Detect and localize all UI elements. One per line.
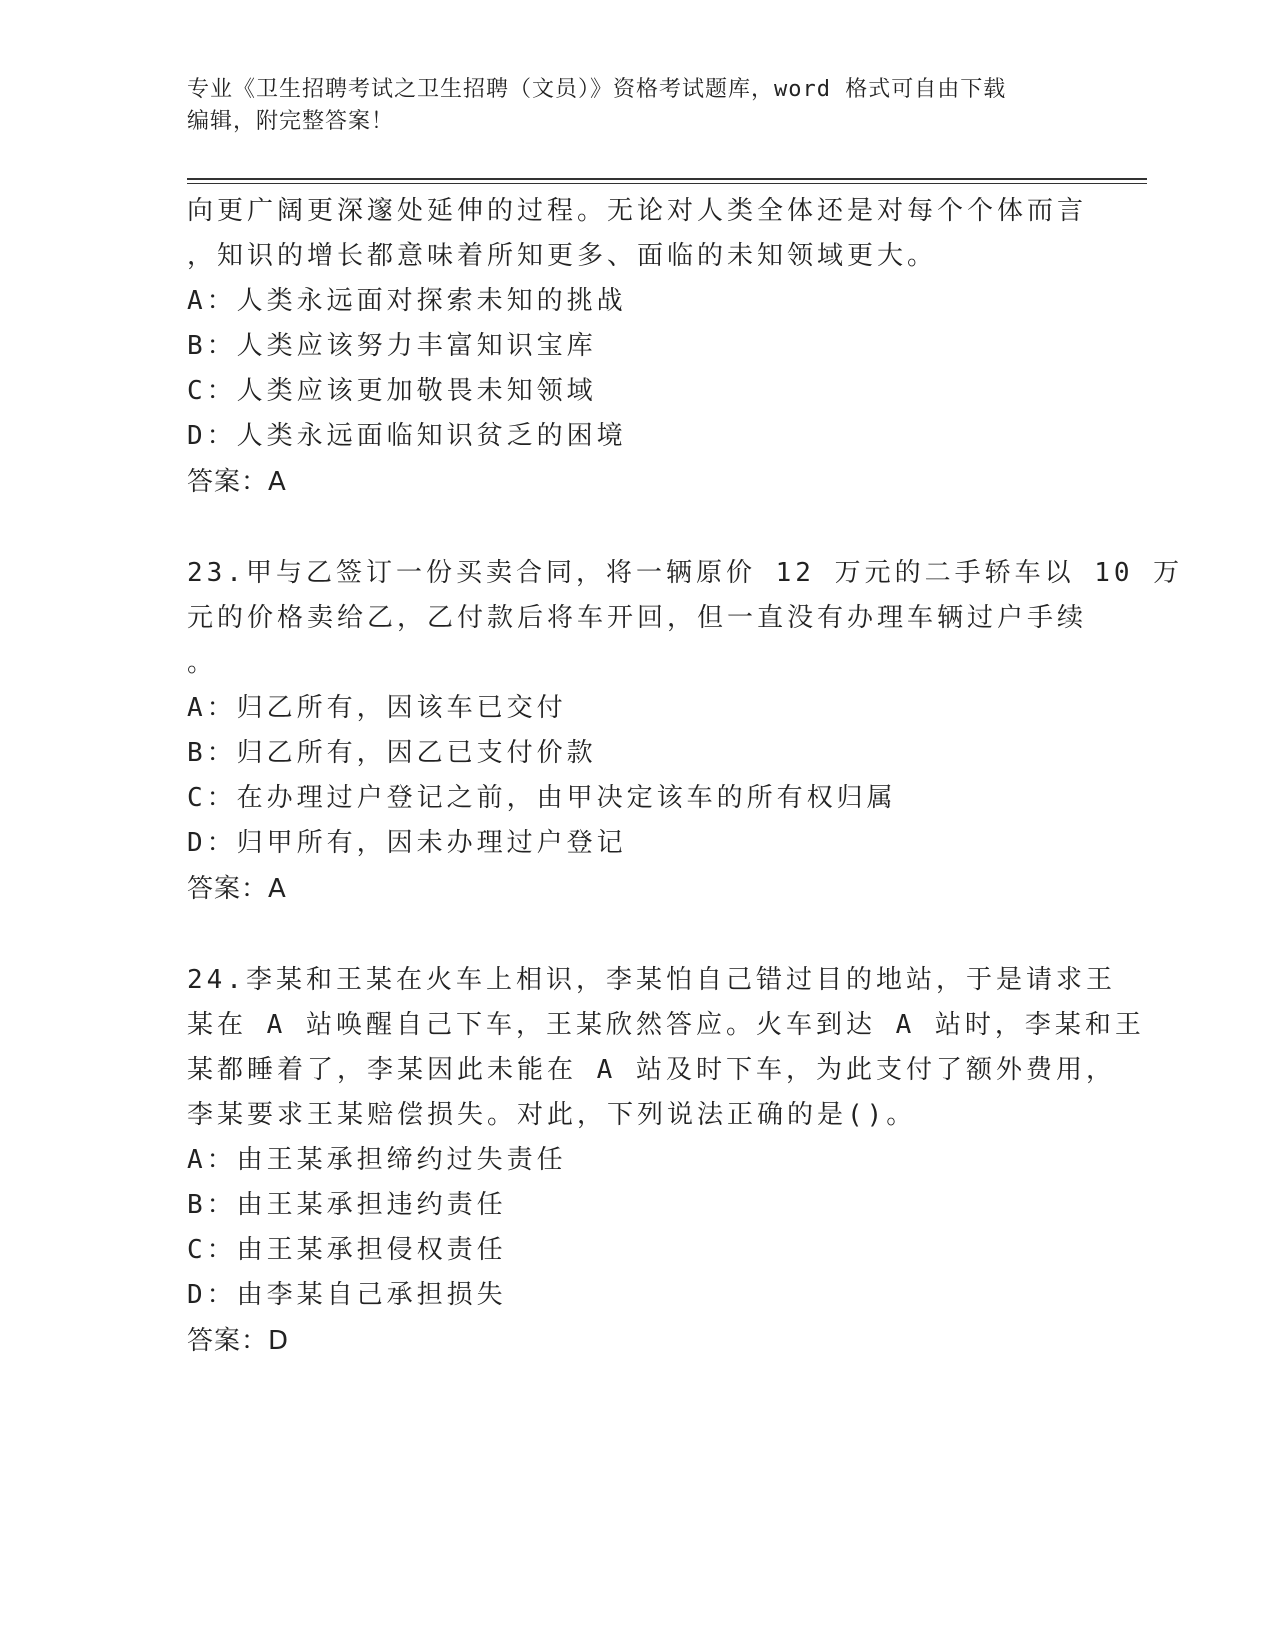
question-text-line: 某在 A 站唤醒自己下车，王某欣然答应。火车到达 A 站时，李某和王 (187, 1010, 1145, 1040)
question-text-line: 24.李某和王某在火车上相识，李某怕自己错过目的地站，于是请求王 (187, 965, 1116, 995)
option-c: C：在办理过户登记之前，由甲决定该车的所有权归属 (187, 783, 897, 813)
question-text-line: 元的价格卖给乙，乙付款后将车开回，但一直没有办理车辆过户手续 (187, 603, 1088, 633)
question-text-line: 李某要求王某赔偿损失。对此，下列说法正确的是()。 (187, 1100, 917, 1130)
question-text-line: ，知识的增长都意味着所知更多、面临的未知领域更大。 (187, 241, 938, 271)
header-line-1: 专业《卫生招聘考试之卫生招聘（文员）》资格考试题库，word 格式可自由下载 (187, 77, 1007, 102)
option-b: B：归乙所有，因乙已支付价款 (187, 738, 597, 768)
question-text-line: 向更广阔更深邃处延伸的过程。无论对人类全体还是对每个个体而言 (187, 196, 1088, 226)
answer: 答案：A (187, 874, 287, 904)
question-text-line: 某都睡着了，李某因此未能在 A 站及时下车，为此支付了额外费用， (187, 1055, 1116, 1085)
option-b: B：人类应该努力丰富知识宝库 (187, 331, 597, 361)
option-a: A：由王某承担缔约过失责任 (187, 1145, 567, 1175)
document-header (187, 74, 1087, 138)
option-d: D：由李某自己承担损失 (187, 1280, 507, 1310)
question-23 (187, 551, 1184, 912)
question-text-line: 。 (187, 648, 218, 678)
option-a: A：归乙所有，因该车已交付 (187, 693, 567, 723)
option-d: D：人类永远面临知识贫乏的困境 (187, 421, 627, 451)
answer: 答案：D (187, 1326, 290, 1356)
question-intro (187, 189, 1087, 505)
header-line-2: 编辑，附完整答案！ (187, 109, 395, 134)
option-c: C：人类应该更加敬畏未知领域 (187, 376, 597, 406)
document-body (187, 189, 1184, 1364)
question-text-line: 23.甲与乙签订一份买卖合同，将一辆原价 12 万元的二手轿车以 10 万 (187, 558, 1184, 588)
answer: 答案：A (187, 467, 287, 497)
option-a: A：人类永远面对探索未知的挑战 (187, 286, 627, 316)
option-c: C：由王某承担侵权责任 (187, 1235, 507, 1265)
question-24 (187, 958, 1145, 1364)
option-d: D：归甲所有，因未办理过户登记 (187, 828, 627, 858)
header-divider (187, 178, 1147, 184)
option-b: B：由王某承担违约责任 (187, 1190, 507, 1220)
